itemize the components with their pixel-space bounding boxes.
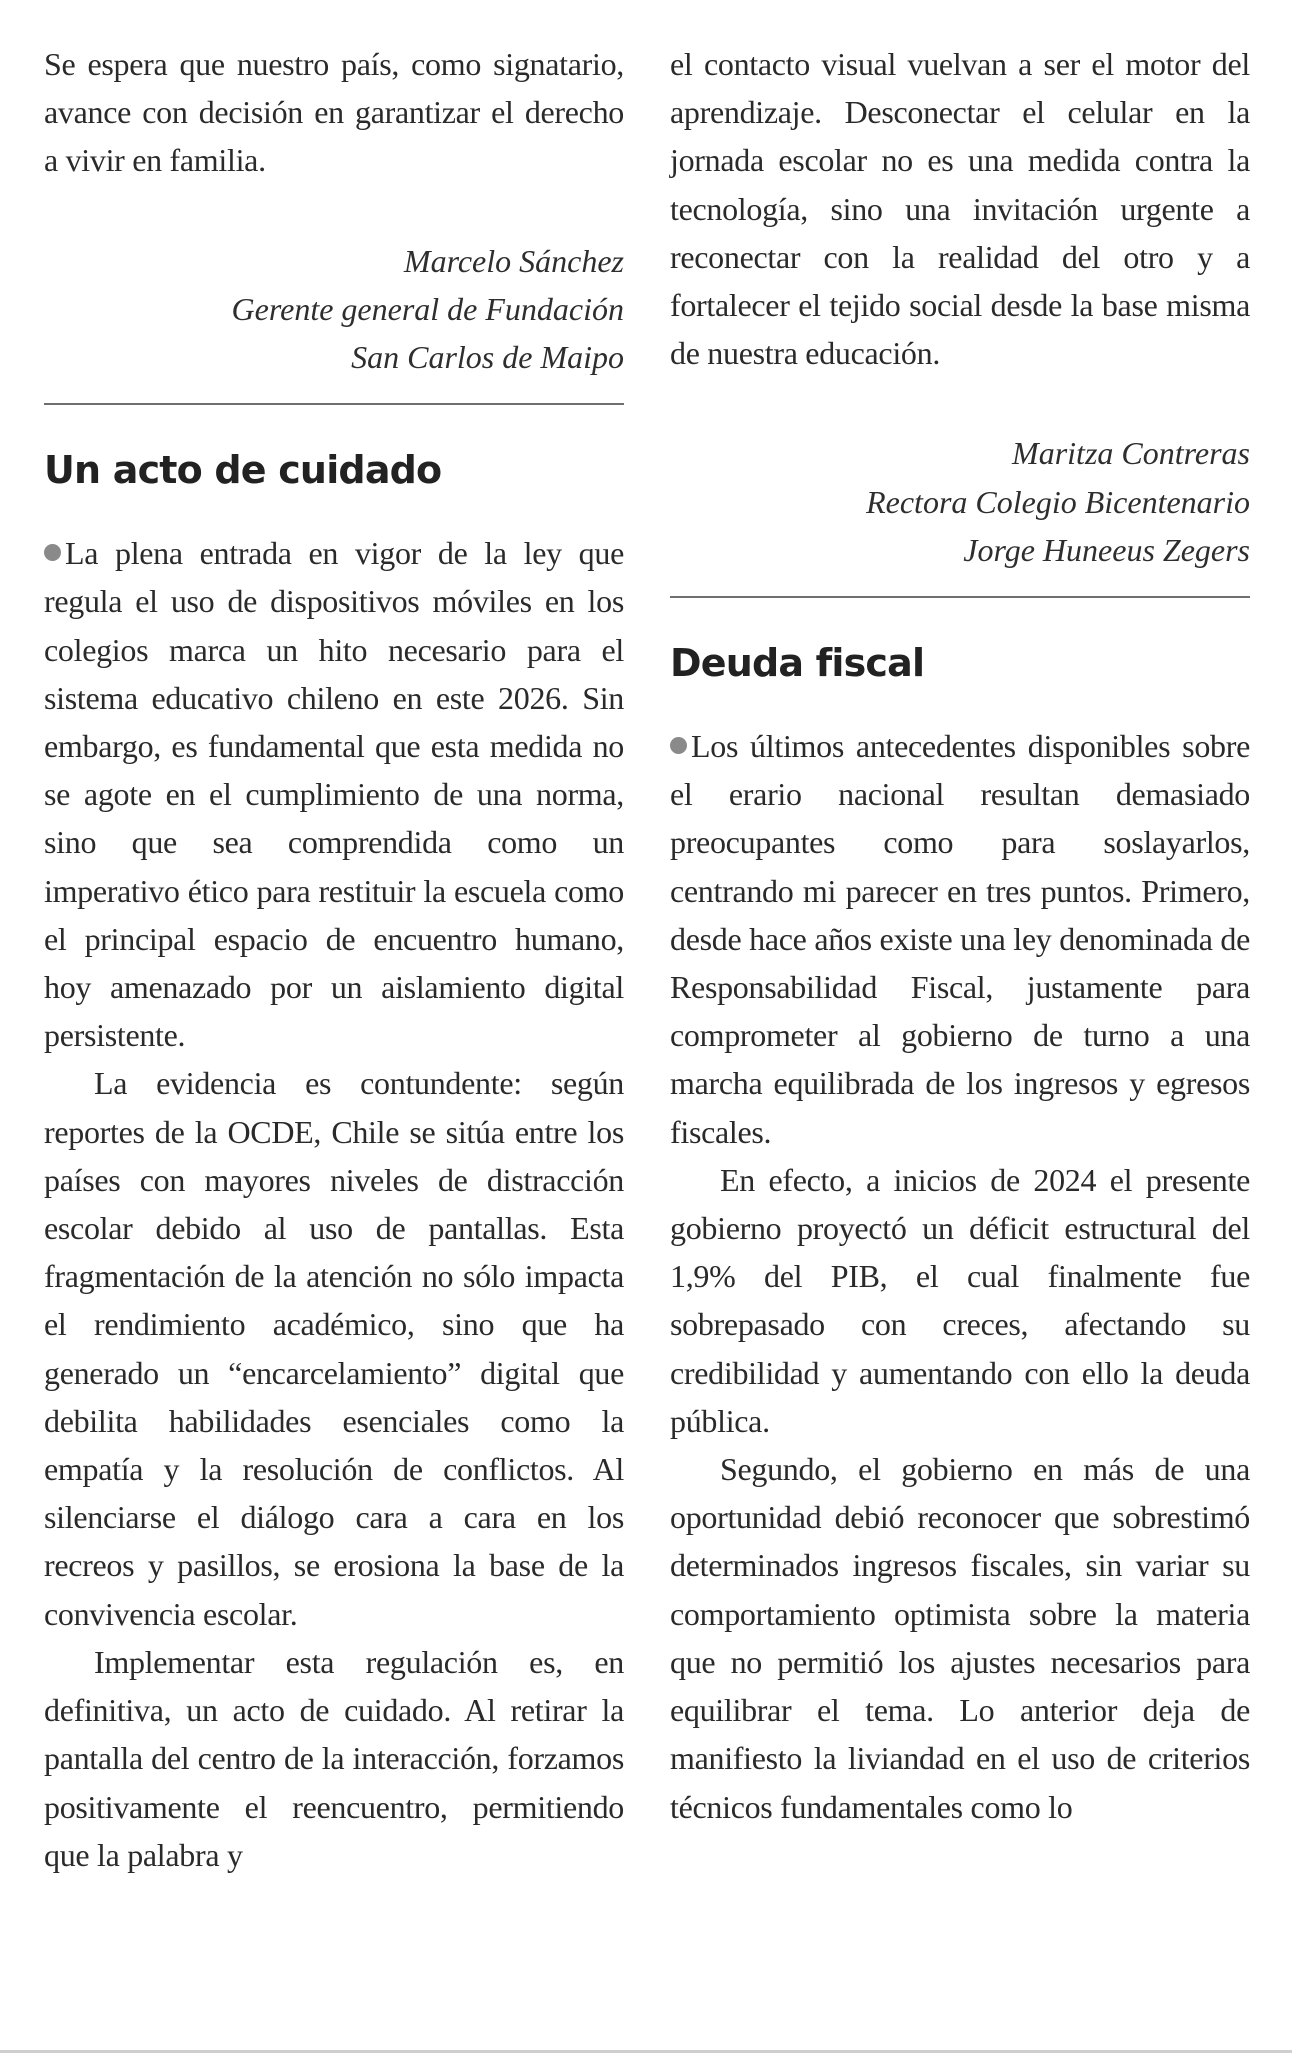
signature-block-1: [44, 237, 624, 382]
article-paragraph: La evidencia es contundente: según reportes de la OCDE, Chile se sitúa entre los países con mayores niveles de distracción escolar debido al uso de pantallas. Esta fragmentación de la atención no sólo impacta el rendimiento académico, sino que ha generado un “encarcelamiento” digital que debilita habilidades esenciales como la empatía y la resolución de conflictos. Al silenciarse el diálogo cara a cara en los recreos y pasillos, se erosiona la base de la convivencia escolar.: [44, 1065, 624, 1632]
article-paragraph: En efecto, a inicios de 2024 el presente gobierno proyectó un déficit estructural del 1,9% del PIB, el cual finalmente fue sobrepasado con creces, afectando su credibilidad y aumentando con ello la deuda pública.: [670, 1161, 1250, 1439]
signature-title-line1: Gerente general de Fundación: [231, 290, 624, 327]
intro-paragraph: Se espera que nuestro país, como signatario, avance con decisión en garantizar el derecho a vivir en familia.: [44, 46, 624, 179]
article-paragraph-text: Los últimos antecedentes disponibles sobre el erario nacional resultan demasiado preocupantes como para soslayarlos, centrando mi parecer en tres puntos. Primero, desde hace años existe una ley denominada de Responsabilidad Fiscal, justamente para comprometer al gobierno de turno a una marcha equilibrada de los ingresos y egresos fiscales.: [670, 728, 1250, 1150]
article-paragraph: [670, 722, 1250, 1156]
article-headline: Deuda fiscal: [670, 641, 925, 686]
article-paragraph: [44, 529, 624, 1059]
signature-name: Marcelo Sánchez: [403, 242, 624, 279]
right-column: [670, 40, 1250, 1831]
bullet-icon: [44, 544, 61, 561]
page-bottom-divider: [0, 2050, 1292, 2053]
article-paragraph-text: La plena entrada en vigor de la ley que regula el uso de dispositivos móviles en los colegios marca un hito necesario para el sistema educativo chileno en este 2026. Sin embargo, es fundamental que esta medida no se agote en el cumplimiento de una norma, sino que sea comprendida como un imperativo ético para restituir la escuela como el principal espacio de encuentro humano, hoy amenazado por un aislamiento digital persistente.: [44, 535, 624, 1054]
article-headline: Un acto de cuidado: [44, 448, 442, 493]
bullet-icon: [670, 737, 687, 754]
continued-paragraph: el contacto visual vuelvan a ser el motor del aprendizaje. Desconectar el celular en la jornada escolar no es una medida contra la tecnología, sino una invitación urgente a reconectar con la realidad del otro y a fortalecer el tejido social desde la base misma de nuestra educación.: [670, 46, 1250, 372]
signature-title-line2: Jorge Huneeus Zegers: [963, 531, 1250, 568]
article-paragraph: Implementar esta regulación es, en definitiva, un acto de cuidado. Al retirar la pantalla del centro de la interacción, forzamos positivamente el reencuentro, permitiendo que la palabra y: [44, 1643, 624, 1873]
signature-title-line2: San Carlos de Maipo: [351, 339, 624, 376]
article-paragraph: Segundo, el gobierno en más de una oportunidad debió reconocer que sobrestimó determinados ingresos fiscales, sin variar su comportamiento optimista sobre la materia que no permitió los ajustes necesarios para equilibrar el tema. Lo anterior deja de manifiesto la liviandad en el uso de criterios técnicos fundamentales como lo: [670, 1451, 1250, 1825]
signature-name: Maritza Contreras: [1012, 435, 1250, 472]
signature-block-2: [670, 429, 1250, 574]
left-column: [44, 40, 624, 1879]
signature-title-line1: Rectora Colegio Bicentenario: [866, 483, 1250, 520]
